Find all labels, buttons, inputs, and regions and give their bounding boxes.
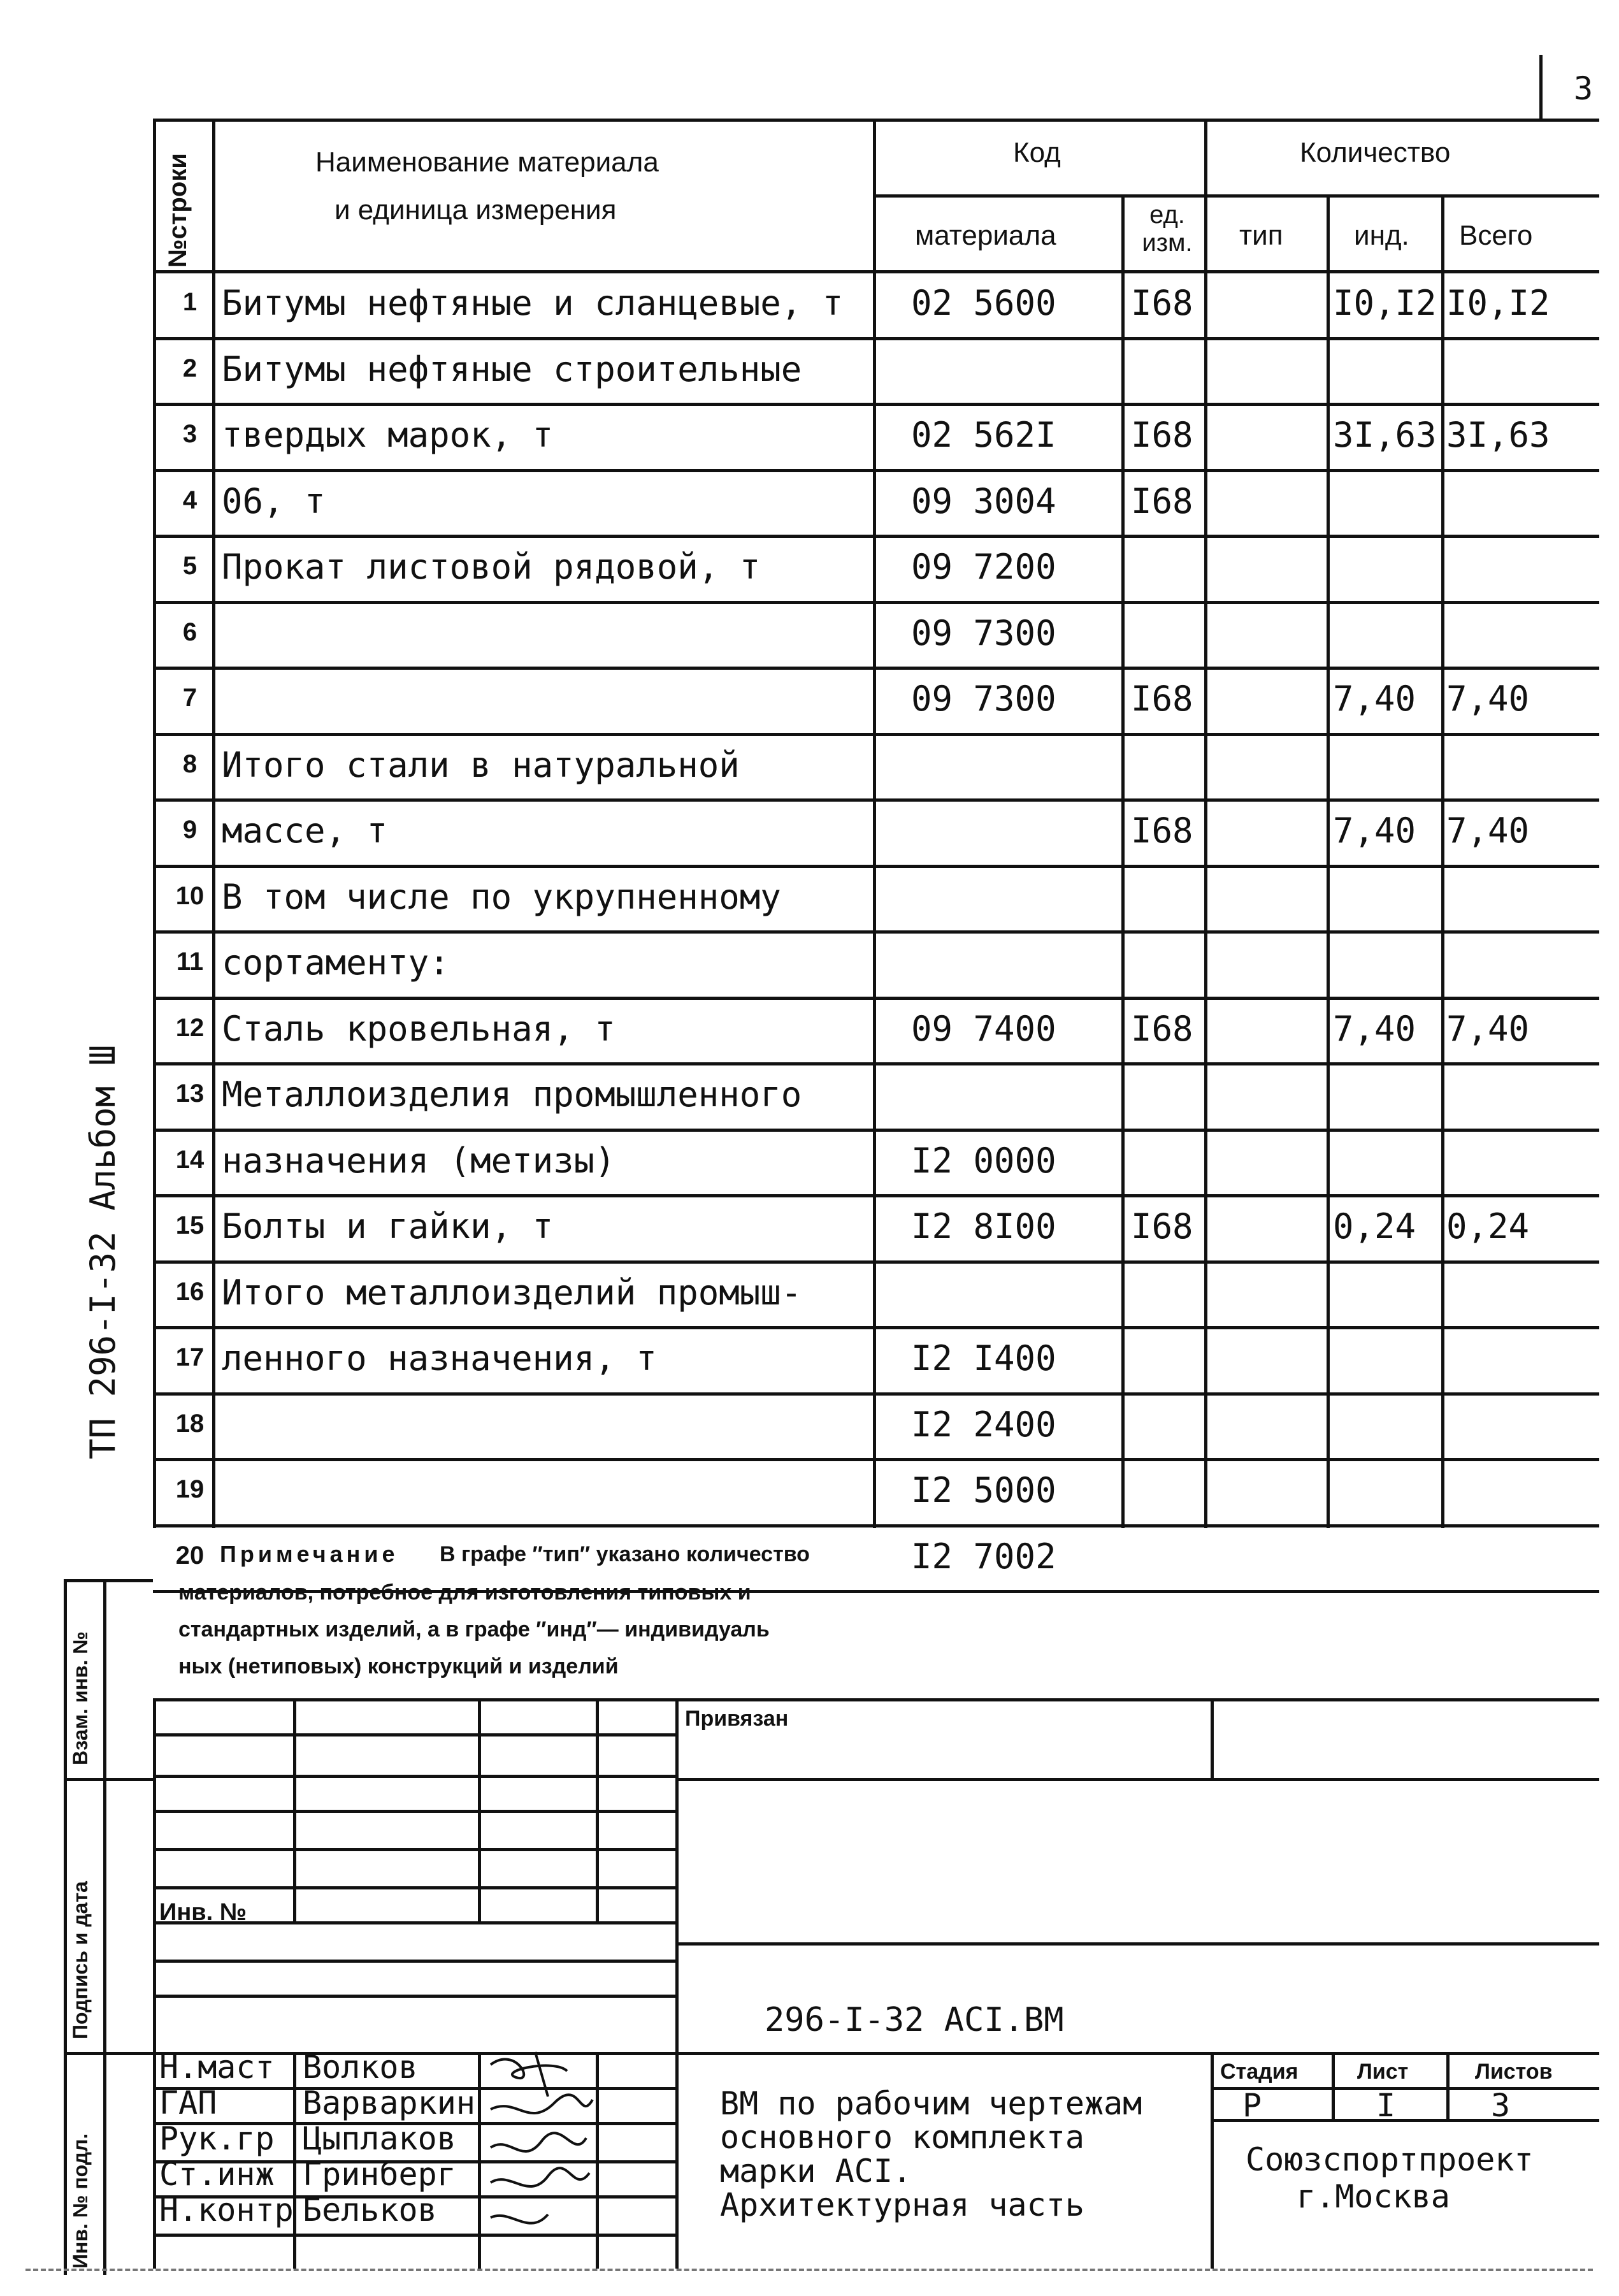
row-name: назначения (метизы) — [222, 1140, 615, 1181]
row-number: 18 — [175, 1409, 205, 1438]
stamp-vline-0 — [153, 1698, 156, 2269]
side-box-top — [64, 1579, 153, 1582]
side-label-replace-inv: Взам. инв. № — [69, 1631, 92, 1765]
side-label-inv-original: Инв. № подл. — [69, 2133, 92, 2269]
stamp-hline-stage — [1211, 2087, 1599, 2090]
header-row-no: №строки — [164, 153, 192, 268]
row-ind: 7,40 — [1333, 1008, 1416, 1049]
stamp-sheet-value: I — [1376, 2087, 1396, 2124]
table-row-line — [153, 1194, 1599, 1197]
header-qty-ind: инд. — [1354, 220, 1409, 251]
sheet-number-divider — [1539, 55, 1543, 119]
stamp-person-name: Цыплаков — [303, 2120, 456, 2157]
header-name-line2: и единица измерения — [335, 194, 617, 226]
stamp-vline-org — [1211, 2052, 1214, 2269]
row-code: 09 7300 — [911, 679, 1056, 719]
row-unit: I68 — [1131, 811, 1193, 851]
row-total: 7,40 — [1446, 811, 1530, 851]
row-number: 6 — [182, 617, 198, 646]
row-number: 16 — [175, 1277, 205, 1306]
header-qty-type: тип — [1239, 220, 1283, 251]
row-name: твердых марок, т — [222, 415, 554, 455]
side-box-left-border — [64, 1580, 67, 2275]
table-row-line — [153, 1458, 1599, 1461]
row-number: 1 — [182, 288, 198, 316]
header-code-material: материала — [915, 220, 1056, 251]
row-number: 14 — [175, 1145, 205, 1174]
row-code: 09 7300 — [911, 612, 1056, 653]
row-number: 20 — [175, 1541, 205, 1570]
row-ind: 7,40 — [1333, 811, 1416, 851]
stamp-vline-stage — [1332, 2052, 1335, 2119]
stamp-vline-4 — [675, 1698, 679, 2269]
table-row-line — [153, 865, 1599, 868]
stamp-desc-4: Архитектурная часть — [720, 2186, 1084, 2223]
stamp-vline-attached — [1211, 1698, 1214, 1778]
stamp-desc-2: основного комплекта — [720, 2119, 1084, 2156]
row-name: Прокат листовой рядовой, т — [222, 547, 761, 587]
stamp-hline-1 — [153, 1733, 675, 1736]
table-row-line — [153, 1326, 1599, 1329]
row-name: Сталь кровельная, т — [222, 1008, 615, 1049]
stamp-stage-value: Р — [1242, 2087, 1262, 2124]
table-header-mid — [873, 194, 1599, 198]
stamp-person-name: Волков — [303, 2049, 418, 2086]
stamp-hline-right-1 — [675, 1778, 1599, 1781]
row-name: Металлоизделия промышленного — [222, 1074, 802, 1115]
stamp-org-line2: г.Москва — [1297, 2178, 1450, 2215]
table-row-line — [153, 1260, 1599, 1264]
header-code-unit: ед. изм. — [1142, 201, 1193, 257]
row-total: I0,I2 — [1446, 283, 1550, 323]
row-number: 19 — [175, 1475, 205, 1503]
row-code: I2 2400 — [911, 1404, 1056, 1445]
table-row-line — [153, 535, 1599, 538]
row-number: 4 — [182, 486, 198, 514]
row-code: 02 5600 — [911, 283, 1056, 323]
stamp-person-role: Н.контр — [159, 2191, 294, 2228]
table-row-line — [153, 403, 1599, 406]
row-unit: I68 — [1131, 283, 1193, 323]
table-row-line — [153, 1062, 1599, 1065]
table-row-line — [153, 930, 1599, 934]
row-name: Итого металлоизделий промыш- — [222, 1272, 802, 1313]
stamp-desc-1: ВМ по рабочим чертежам — [720, 2085, 1142, 2122]
table-row-line — [153, 1392, 1599, 1396]
row-name: Болты и гайки, т — [222, 1206, 554, 1246]
stamp-hline-2 — [153, 1775, 675, 1778]
stamp-person-role: ГАП — [159, 2084, 217, 2121]
table-vline-unit — [1204, 120, 1207, 1528]
stamp-vline-sheet — [1446, 2052, 1450, 2119]
table-header-bottom — [153, 270, 1599, 273]
row-code: 02 562I — [911, 415, 1056, 455]
row-number: 5 — [182, 552, 198, 580]
row-unit: I68 — [1131, 1206, 1193, 1246]
row-code: 09 7400 — [911, 1008, 1056, 1049]
row-number: 10 — [175, 881, 205, 910]
row-number: 11 — [176, 948, 204, 976]
stamp-hline-5 — [153, 1886, 675, 1889]
table-vline-name — [873, 120, 876, 1528]
row-code: I2 I400 — [911, 1338, 1056, 1378]
row-code: I2 8I00 — [911, 1206, 1056, 1246]
row-unit: I68 — [1131, 679, 1193, 719]
row-code: I2 0000 — [911, 1140, 1056, 1181]
row-code: 09 7200 — [911, 547, 1056, 587]
side-label-signature-date: Подпись и дата — [69, 1881, 92, 2039]
table-row-line — [153, 601, 1599, 604]
row-number: 9 — [182, 816, 198, 844]
row-unit: I68 — [1131, 415, 1193, 455]
stamp-desc-3: марки ACI. — [720, 2153, 912, 2190]
stamp-sheet-label: Лист — [1357, 2060, 1409, 2084]
stamp-hline-7 — [153, 1960, 675, 1963]
table-row-line — [153, 733, 1599, 736]
row-number: 12 — [175, 1013, 205, 1042]
stamp-hline-4 — [153, 1848, 675, 1851]
row-total: 3I,63 — [1446, 415, 1550, 455]
stamp-attached: Привязан — [685, 1707, 789, 1731]
stamp-person-name: Бельков — [303, 2191, 437, 2228]
row-name: Итого стали в натуральной — [222, 744, 740, 785]
row-total: 0,24 — [1446, 1206, 1530, 1246]
row-ind: 7,40 — [1333, 679, 1416, 719]
table-top — [153, 119, 1599, 122]
header-code: Код — [1013, 137, 1061, 168]
row-ind: I0,I2 — [1333, 283, 1437, 323]
stamp-doc-code: 296-I-32 ACI.BM — [765, 2001, 1064, 2039]
row-unit: I68 — [1131, 1008, 1193, 1049]
header-qty-total: Всего — [1459, 220, 1533, 251]
signature-scribbles — [478, 2046, 605, 2269]
stamp-sheets-value: 3 — [1491, 2087, 1511, 2124]
note-line4: ных (нетиповых) конструкций и изделий — [178, 1654, 619, 1679]
stamp-sheets-label: Листов — [1475, 2060, 1553, 2084]
row-ind: 0,24 — [1333, 1206, 1416, 1246]
header-quantity: Количество — [1300, 137, 1451, 168]
row-number: 17 — [175, 1343, 205, 1371]
stamp-person-role: Н.маст — [159, 2049, 275, 2086]
table-row-line — [153, 798, 1599, 802]
stamp-person-role: Рук.гр — [159, 2120, 275, 2157]
row-number: 8 — [182, 749, 198, 778]
side-box-div1 — [64, 1778, 153, 1781]
note-line3: стандартных изделий, а в графе ″инд″— индивидуаль — [178, 1617, 770, 1642]
table-vline-left — [153, 120, 156, 1528]
table-row-line — [153, 667, 1599, 670]
table-row-line — [153, 469, 1599, 472]
stamp-hline-8 — [153, 1995, 675, 1998]
row-ind: 3I,63 — [1333, 415, 1437, 455]
row-number: 13 — [175, 1079, 205, 1108]
row-unit: I68 — [1131, 480, 1193, 521]
stamp-top — [153, 1698, 1599, 1701]
table-vline-rowno — [212, 120, 215, 1528]
stamp-person-name: Гринберг — [303, 2156, 456, 2193]
row-total: 7,40 — [1446, 1008, 1530, 1049]
cut-line — [25, 2269, 1593, 2271]
row-name: ленного назначения, т — [222, 1338, 657, 1378]
row-name: Битумы нефтяные строительные — [222, 349, 802, 389]
stamp-stage-label: Стадия — [1220, 2060, 1299, 2084]
table-row-line — [153, 1129, 1599, 1132]
row-name: 06, т — [222, 480, 326, 521]
side-box-div2 — [64, 2052, 153, 2055]
stamp-inv-no: Инв. № — [159, 1899, 247, 1926]
row-name: В том числе по укрупненному — [222, 876, 781, 917]
stamp-hline-3 — [153, 1810, 675, 1813]
stamp-person-name: Варваркин — [303, 2084, 475, 2121]
row-code: I2 7002 — [911, 1536, 1056, 1577]
row-total: 7,40 — [1446, 679, 1530, 719]
row-name: Битумы нефтяные и сланцевые, т — [222, 283, 844, 323]
stamp-person-role: Ст.инж — [159, 2156, 275, 2193]
note-lead: Примечание — [220, 1541, 399, 1567]
sheet-number: 3 — [1574, 70, 1594, 107]
table-row-line — [153, 337, 1599, 340]
stamp-hline-stage-bottom — [1211, 2119, 1599, 2122]
table-row-line — [153, 997, 1599, 1000]
stamp-hline-right-2 — [675, 1942, 1599, 1946]
row-number: 3 — [182, 420, 198, 448]
header-name-line1: Наименование материала — [315, 147, 659, 178]
row-name: массе, т — [222, 811, 388, 851]
row-number: 2 — [182, 354, 198, 382]
table-row-line — [153, 1524, 1599, 1527]
row-name: сортаменту: — [222, 942, 450, 983]
row-code: 09 3004 — [911, 480, 1056, 521]
side-box-right-border — [103, 1580, 106, 2275]
row-code: I2 5000 — [911, 1470, 1056, 1510]
row-number: 15 — [175, 1211, 205, 1239]
note-line1: В графе ″тип″ указано количество — [440, 1542, 810, 1566]
note-line2: материалов, потребное для изготовления типовых и — [178, 1580, 751, 1605]
stamp-org-line1: Союзспортпроект — [1246, 2141, 1534, 2178]
side-title: ТП 296-I-32 Альбом Ш — [83, 1044, 123, 1459]
row-number: 7 — [182, 684, 198, 712]
